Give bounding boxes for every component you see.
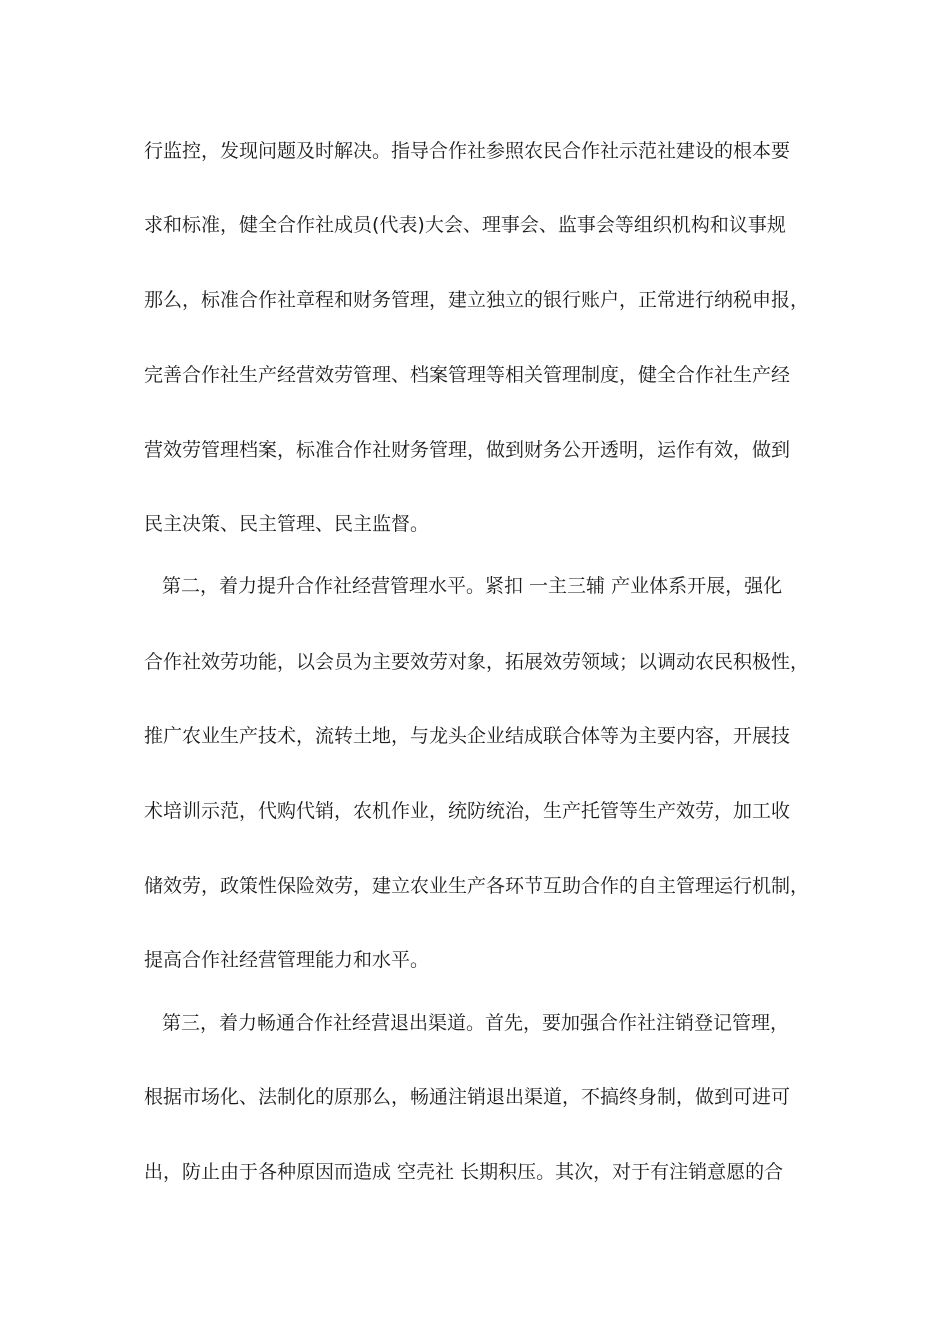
- text-line: 营效劳管理档案，标准合作社财务管理，做到财务公开透明，运作有效，做到: [144, 439, 791, 461]
- text-line: 合作社效劳功能，以会员为主要效劳对象，拓展效劳领域；以调动农民积极性，: [144, 651, 810, 673]
- text-line: 完善合作社生产经营效劳管理、档案管理等相关管理制度，健全合作社生产经: [144, 364, 791, 386]
- text-line: 推广农业生产技术，流转土地，与龙头企业结成联合体等为主要内容，开展技: [144, 725, 791, 747]
- text-line: 提高合作社经营管理能力和水平。: [144, 949, 430, 971]
- text-line: 民主决策、民主管理、民主监督。: [144, 513, 430, 535]
- text-line: 行监控，发现问题及时解决。指导合作社参照农民合作社示范社建设的根本要: [144, 140, 791, 162]
- text-line: 术培训示范，代购代销，农机作业，统防统治，生产托管等生产效劳，加工收: [144, 800, 791, 822]
- text-line: 求和标准，健全合作社成员(代表)大会、理事会、监事会等组织机构和议事规: [144, 214, 786, 236]
- text-line: 出，防止由于各种原因而造成 空壳社 长期积压。其次，对于有注销意愿的合: [144, 1161, 784, 1183]
- paragraph-start-line: 第二，着力提升合作社经营管理水平。紧扣 一主三辅 产业体系开展，强化: [162, 575, 783, 597]
- text-line: 储效劳，政策性保险效劳，建立农业生产各环节互助合作的自主管理运行机制，: [144, 875, 810, 897]
- text-line: 根据市场化、法制化的原那么，畅通注销退出渠道，不搞终身制，做到可进可: [144, 1086, 791, 1108]
- text-line: 那么，标准合作社章程和财务管理，建立独立的银行账户，正常进行纳税申报，: [144, 289, 810, 311]
- paragraph-start-line: 第三，着力畅通合作社经营退出渠道。首先，要加强合作社注销登记管理，: [162, 1012, 790, 1034]
